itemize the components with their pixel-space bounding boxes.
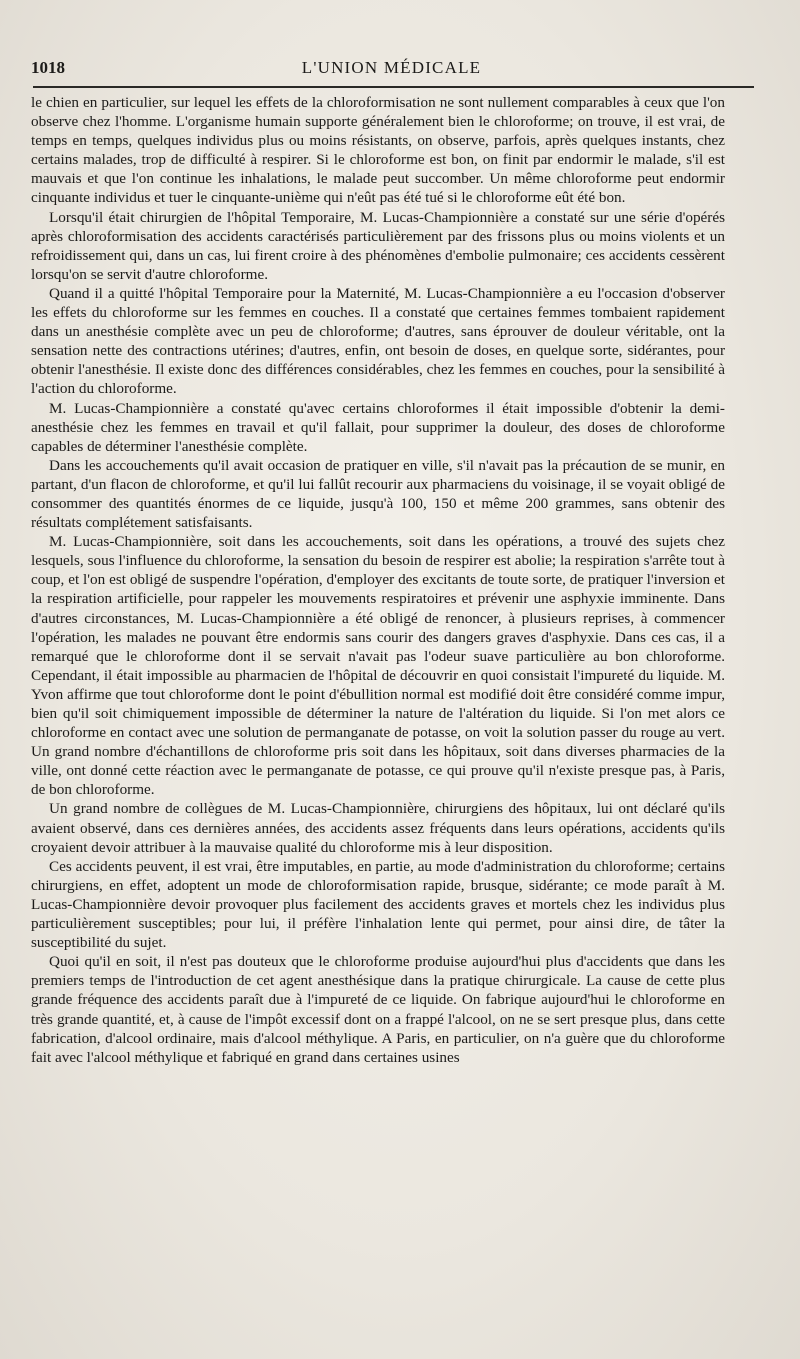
running-head [31,52,752,82]
paragraph: M. Lucas-Championnière a constaté qu'avec certains chloroformes il était impossible d'obtenir la demi-anesthésie chez les femmes en travail et qu'il fallait, pour supprimer la douleur, des doses de chloroforme capables de déterminer l'anesthésie complète. [31,399,725,455]
page-number: 1018 [31,58,65,77]
paragraph: Un grand nombre de collègues de M. Lucas-Championnière, chirurgiens des hôpitaux, lui ont déclaré qu'ils avaient observé, dans ces dernières années, des accidents assez fréquents dans leurs opérations, accidents qu'ils croyaient devoir attribuer à la mauvaise qualité du chloroforme mis à leur disposition. [31,800,725,856]
paragraph: Quand il a quitté l'hôpital Temporaire pour la Maternité, M. Lucas-Championnière a eu l'occasion d'observer les effets du chloroforme sur les femmes en couches. Il a constaté que certaines femmes tombaient rapidement dans un anesthésie complète avec un peu de chloroforme; d'autres, sans éprouver de douleur véritable, ont la sensation nette des contractions utérines; d'autres, enfin, ont besoin de doses, en quelque sorte, sidérantes, pour obtenir l'anesthésie. Il existe donc des différences considérables, chez les femmes en couches, pour la sensibilité à l'action du chloroforme. [31,284,725,398]
paragraph: M. Lucas-Championnière, soit dans les accouchements, soit dans les opérations, a trouvé des sujets chez lesquels, sous l'influence du chloroforme, la sensation du besoin de respirer est abolie; la respiration s'arrête tout à coup, et l'on est obligé de suspendre l'opération, d'employer des excitants de toute sorte, de pratiquer l'inversion et la respiration artificielle, pour rappeler les mouvements respiratoires et prévenir une asphyxie imminente. Dans d'autres circonstances, M. Lucas-Championnière a été obligé de renoncer, à plusieurs reprises, à commencer l'opération, les malades ne pouvant être endormis sans courir des dangers graves d'asphyxie. Dans ces cas, il a remarqué que le chloroforme dont il se servait n'avait pas l'odeur suave particulière au bon chloroforme. Cependant, il était impossible au pharmacien de l'hôpital de découvrir en quoi consistait l'impureté du liquide. M. Yvon affirme que tout chloroforme dont le point d'ébullition normal est modifié doit être considéré comme impur, bien qu'il soit chimiquement impossible de déterminer la nature de l'altération du liquide. Si l'on met alors ce chloroforme en contact avec une solution de permanganate de potasse, on voit la solution passer du rouge au vert. Un grand nombre d'échantillons de chloroforme pris soit dans les hôpitaux, soit dans diverses pharmacies de la ville, ont donné cette réaction avec le permanganate de potasse, ce qui prouve qu'il n'existe presque pas, à Paris, de bon chloroforme. [31,533,725,799]
header-rule [33,86,754,88]
paragraph: le chien en particulier, sur lequel les effets de la chloroformisation ne sont nullement comparables à ceux que l'on observe chez l'homme. L'organisme humain supporte généralement bien le chloroforme; on trouve, il est vrai, de temps en temps, quelques individus plus ou moins résistants, on observe, parfois, après quelques instants, chez certains malades, trop de difficulté à respirer. Si le chloroforme est bon, on finit par endormir le malade, s'il est mauvais et que l'on continue les inhalations, le malade peut succomber. Un même chloroforme peut endormir cinquante individus et tuer le cinquante-unième qui n'eût pas été tué si le chloroforme eût été bon. [31,94,725,207]
paragraph: Dans les accouchements qu'il avait occasion de pratiquer en ville, s'il n'avait pas la précaution de se munir, en partant, d'un flacon de chloroforme, et qu'il lui fallût recourir aux pharmaciens du voisinage, il se voyait obligé de consommer des quantités énormes de ce liquide, jusqu'à 100, 150 et même 200 grammes, sans obtenir des résultats complétement satisfaisants. [31,456,725,532]
paragraph: Lorsqu'il était chirurgien de l'hôpital Temporaire, M. Lucas-Championnière a constaté sur une série d'opérés après chloroformisation des accidents caractérisés particulièrement par des frissons plus ou moins violents et un refroidissement qui, dans un cas, lui firent croire à des phénomènes d'embolie pulmonaire; ces accidents cessèrent lorsqu'on se servit d'autre chloroforme. [31,208,725,283]
paragraph: Quoi qu'il en soit, il n'est pas douteux que le chloroforme produise aujourd'hui plus d'accidents que dans les premiers temps de l'introduction de cet agent anesthésique dans la pratique chirurgicale. La cause de cette plus grande fréquence des accidents paraît due à l'impureté de ce liquide. On fabrique aujourd'hui le chloroforme en très grande quantité, et, à cause de l'impôt excessif dont on a frappé l'alcool, on ne se sert presque plus, dans cette fabrication, d'alcool ordinaire, mais d'alcool méthylique. A Paris, en particulier, on n'a guère que du chloroforme fait avec l'alcool méthylique et fabriqué en grand dans certaines usines [31,953,725,1066]
paragraph: Ces accidents peuvent, il est vrai, être imputables, en partie, au mode d'administration du chloroforme; certains chirurgiens, en effet, adoptent un mode de chloroformisation rapide, brusque, sidérante; ce mode paraît à M. Lucas-Championnière devoir provoquer plus facilement des accidents graves et mortels chez les individus plus particulièrement susceptibles; pour lui, il préfère l'inhalation lente qui permet, pour ainsi dire, de tâter la susceptibilité du sujet. [31,857,725,952]
journal-title: L'UNION MÉDICALE [301,58,482,77]
article-body [31,93,725,1067]
